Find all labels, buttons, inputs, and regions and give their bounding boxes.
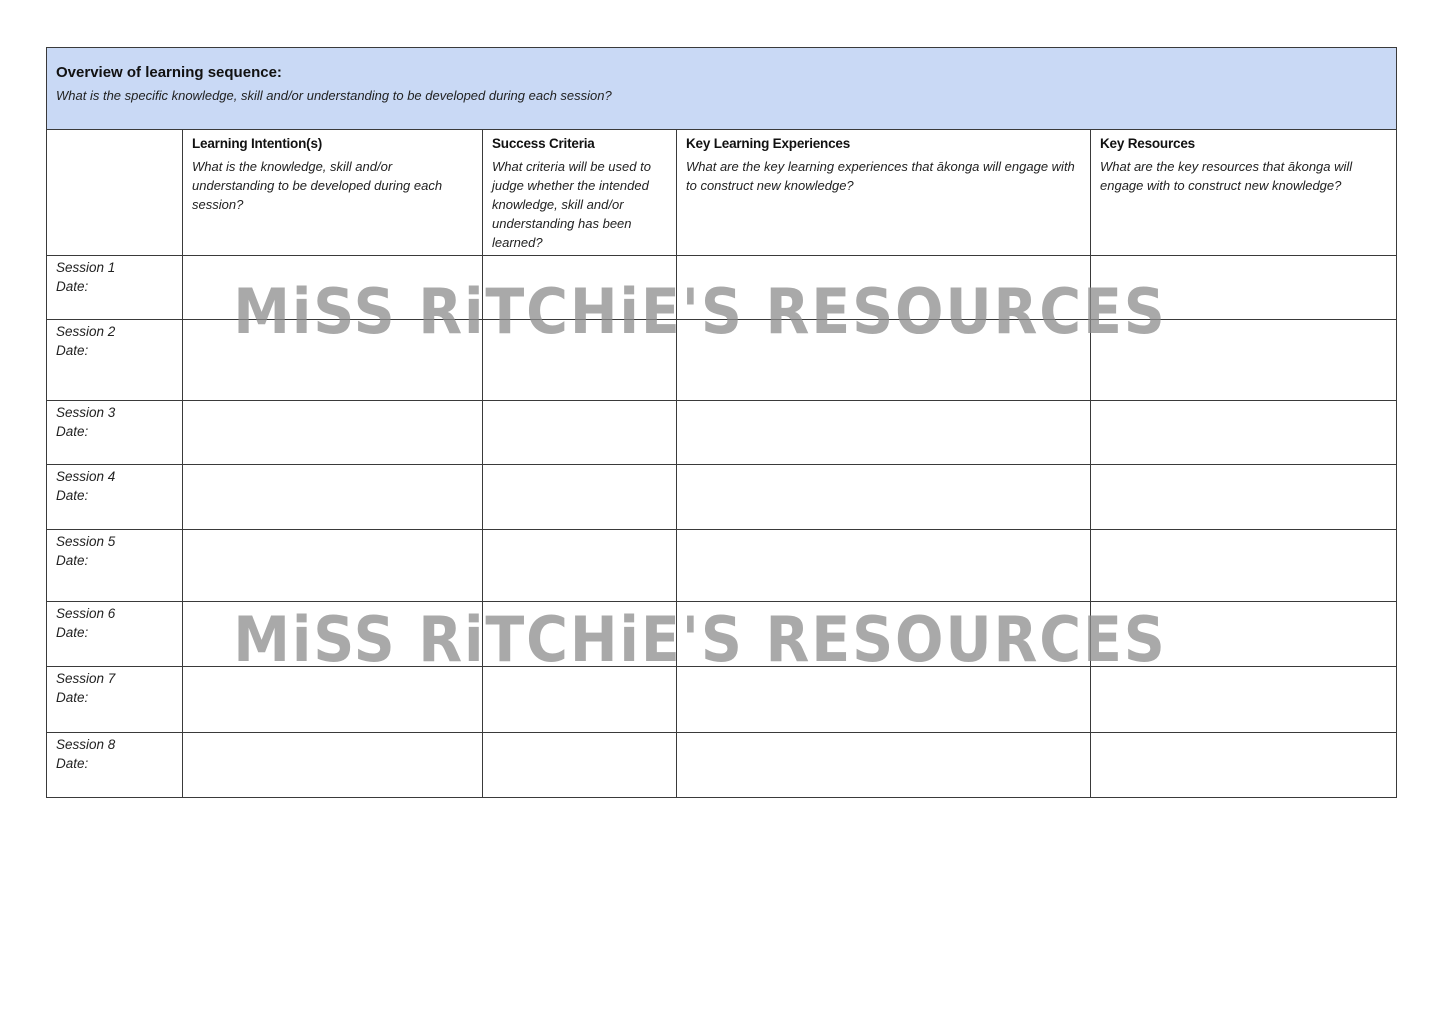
learning-intention-cell[interactable]	[183, 530, 483, 602]
column-header-success-criteria	[483, 130, 677, 256]
column-header-row	[47, 130, 1397, 256]
session-label-cell	[47, 320, 183, 401]
key-resources-cell[interactable]	[1091, 667, 1397, 733]
session-label: Session 5	[56, 534, 116, 549]
overview-title: Overview of learning sequence:	[56, 64, 282, 81]
session-row	[47, 465, 1397, 530]
column-header-key-learning-experiences	[677, 130, 1091, 256]
session-label: Session 6	[56, 606, 116, 621]
column-question: What criteria will be used to judge whether the intended knowledge, skill and/or understanding has been learned?	[492, 159, 651, 250]
learning-sequence-table	[46, 47, 1397, 798]
date-label: Date:	[56, 690, 89, 705]
key-learning-experiences-cell[interactable]	[677, 256, 1091, 320]
success-criteria-cell[interactable]	[483, 530, 677, 602]
key-learning-experiences-cell[interactable]	[677, 733, 1091, 798]
session-label: Session 7	[56, 671, 116, 686]
date-label: Date:	[56, 488, 89, 503]
column-question: What are the key learning experiences that ākonga will engage with to construct new knowledge?	[686, 159, 1075, 193]
date-label: Date:	[56, 553, 89, 568]
column-title: Success Criteria	[492, 136, 595, 151]
key-resources-cell[interactable]	[1091, 733, 1397, 798]
date-label: Date:	[56, 625, 89, 640]
session-label: Session 1	[56, 260, 116, 275]
overview-question: What is the specific knowledge, skill and/or understanding to be developed during each session?	[56, 88, 612, 103]
key-resources-cell[interactable]	[1091, 530, 1397, 602]
session-label: Session 2	[56, 324, 116, 339]
session-row	[47, 733, 1397, 798]
session-row	[47, 667, 1397, 733]
session-label: Session 3	[56, 405, 116, 420]
column-title: Learning Intention(s)	[192, 136, 323, 151]
success-criteria-cell[interactable]	[483, 667, 677, 733]
session-row	[47, 256, 1397, 320]
key-resources-cell[interactable]	[1091, 256, 1397, 320]
success-criteria-cell[interactable]	[483, 256, 677, 320]
key-learning-experiences-cell[interactable]	[677, 465, 1091, 530]
session-label-cell	[47, 465, 183, 530]
session-label-cell	[47, 667, 183, 733]
session-row	[47, 320, 1397, 401]
session-row	[47, 602, 1397, 667]
key-learning-experiences-cell[interactable]	[677, 530, 1091, 602]
learning-intention-cell[interactable]	[183, 320, 483, 401]
key-learning-experiences-cell[interactable]	[677, 320, 1091, 401]
success-criteria-cell[interactable]	[483, 602, 677, 667]
key-resources-cell[interactable]	[1091, 401, 1397, 465]
session-label-cell	[47, 530, 183, 602]
success-criteria-cell[interactable]	[483, 465, 677, 530]
session-row	[47, 530, 1397, 602]
overview-header-cell	[47, 48, 1397, 130]
column-question: What is the knowledge, skill and/or understanding to be developed during each session?	[192, 159, 443, 212]
learning-intention-cell[interactable]	[183, 733, 483, 798]
key-resources-cell[interactable]	[1091, 320, 1397, 401]
watermark-text: MiSS RiTCHiE'S RESOURCES	[233, 603, 1167, 676]
key-resources-cell[interactable]	[1091, 465, 1397, 530]
learning-intention-cell[interactable]	[183, 667, 483, 733]
session-label-cell	[47, 401, 183, 465]
success-criteria-cell[interactable]	[483, 320, 677, 401]
column-header-learning-intentions	[183, 130, 483, 256]
learning-intention-cell[interactable]	[183, 401, 483, 465]
learning-intention-cell[interactable]	[183, 256, 483, 320]
key-learning-experiences-cell[interactable]	[677, 401, 1091, 465]
date-label: Date:	[56, 343, 89, 358]
session-label-cell	[47, 733, 183, 798]
session-row	[47, 401, 1397, 465]
success-criteria-cell[interactable]	[483, 401, 677, 465]
date-label: Date:	[56, 756, 89, 771]
key-resources-cell[interactable]	[1091, 602, 1397, 667]
session-label: Session 4	[56, 469, 116, 484]
column-title: Key Learning Experiences	[686, 136, 851, 151]
session-label-cell	[47, 256, 183, 320]
session-label: Session 8	[56, 737, 116, 752]
learning-intention-cell[interactable]	[183, 465, 483, 530]
overview-row	[47, 48, 1397, 130]
column-question: What are the key resources that ākonga will engage with to construct new knowledge?	[1100, 159, 1353, 193]
watermark-text: MiSS RiTCHiE'S RESOURCES	[233, 275, 1167, 348]
session-label-cell	[47, 602, 183, 667]
key-learning-experiences-cell[interactable]	[677, 602, 1091, 667]
column-title: Key Resources	[1100, 136, 1195, 151]
date-label: Date:	[56, 279, 89, 294]
key-learning-experiences-cell[interactable]	[677, 667, 1091, 733]
learning-intention-cell[interactable]	[183, 602, 483, 667]
success-criteria-cell[interactable]	[483, 733, 677, 798]
date-label: Date:	[56, 424, 89, 439]
column-header-key-resources	[1091, 130, 1397, 256]
corner-cell	[47, 130, 183, 256]
